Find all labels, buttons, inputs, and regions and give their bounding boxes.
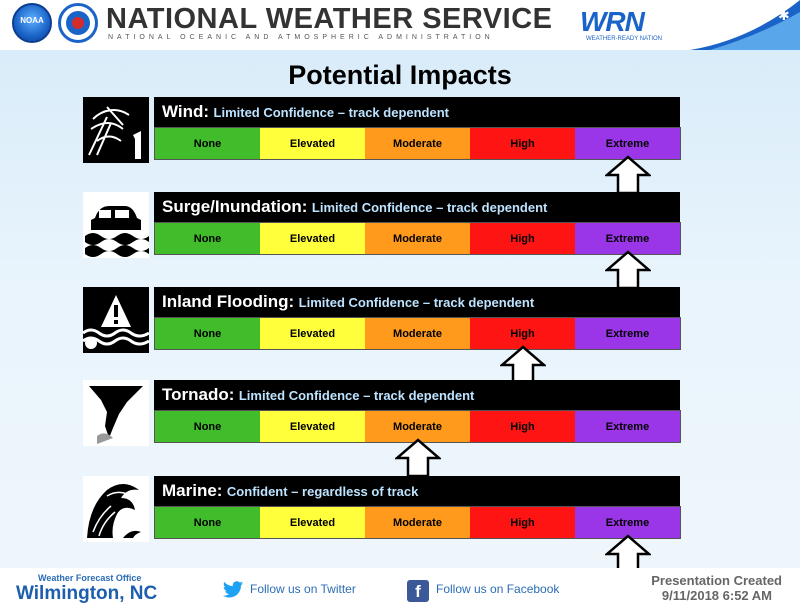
scale-cell-elevated: Elevated xyxy=(260,223,365,254)
noaa-logo xyxy=(12,3,52,43)
scale-cell-none: None xyxy=(155,507,260,538)
hazard-name: Wind: xyxy=(162,102,210,121)
noaa-logo-text: NOAA xyxy=(20,16,44,25)
wave-icon xyxy=(83,476,149,542)
tornado-icon xyxy=(83,380,149,446)
impact-header xyxy=(154,192,680,222)
scale-cell-moderate: Moderate xyxy=(365,507,470,538)
created-label: Presentation Created xyxy=(651,573,782,588)
confidence-label: Confident – regardless of track xyxy=(226,484,419,499)
agency-title: NATIONAL WEATHER SERVICE xyxy=(106,3,553,35)
created-date: 9/11/2018 6:52 AM xyxy=(661,588,772,603)
level-indicator-arrow xyxy=(395,438,441,478)
scale-cell-high: High xyxy=(470,507,575,538)
scale-cell-extreme: Extreme xyxy=(575,223,680,254)
header-banner xyxy=(0,0,800,50)
impact-scale xyxy=(154,317,681,350)
hazard-name: Inland Flooding: xyxy=(162,292,295,311)
header-swoosh xyxy=(690,0,800,50)
confidence-label: Limited Confidence – track dependent xyxy=(298,295,535,310)
scale-cell-high: High xyxy=(470,128,575,159)
scale-cell-none: None xyxy=(155,318,260,349)
twitter-link[interactable]: Follow us on Twitter xyxy=(250,582,356,596)
confidence-label: Limited Confidence – track dependent xyxy=(238,388,475,403)
flood-icon xyxy=(83,287,149,353)
scale-cell-elevated: Elevated xyxy=(260,318,365,349)
page-title: Potential Impacts xyxy=(288,60,512,90)
scale-cell-none: None xyxy=(155,411,260,442)
impact-header xyxy=(154,380,680,410)
scale-cell-high: High xyxy=(470,223,575,254)
scale-cell-extreme: Extreme xyxy=(575,318,680,349)
impact-header xyxy=(154,97,680,127)
scale-cell-extreme: Extreme xyxy=(575,411,680,442)
level-indicator-arrow xyxy=(500,345,546,385)
wrn-logo-subtitle: WEATHER-READY NATION xyxy=(586,36,663,42)
confidence-label: Limited Confidence – track dependent xyxy=(213,105,450,120)
level-indicator-arrow xyxy=(605,155,651,195)
nws-logo xyxy=(58,3,98,43)
scale-cell-moderate: Moderate xyxy=(365,223,470,254)
impact-header xyxy=(154,476,680,506)
scale-cell-elevated: Elevated xyxy=(260,507,365,538)
office-label: Weather Forecast Office xyxy=(38,573,142,583)
wrn-logo xyxy=(580,6,680,46)
confidence-label: Limited Confidence – track dependent xyxy=(311,200,548,215)
scale-cell-elevated: Elevated xyxy=(260,411,365,442)
footer xyxy=(0,568,800,602)
wrn-logo-text: WRN xyxy=(580,6,644,37)
impact-scale xyxy=(154,506,681,539)
scale-cell-moderate: Moderate xyxy=(365,318,470,349)
office-name: Wilmington, NC xyxy=(16,583,158,604)
agency-subtitle: NATIONAL OCEANIC AND ATMOSPHERIC ADMINISTRATION xyxy=(108,34,494,41)
scale-cell-extreme: Extreme xyxy=(575,128,680,159)
level-indicator-arrow xyxy=(605,250,651,290)
scale-cell-high: High xyxy=(470,411,575,442)
scale-cell-moderate: Moderate xyxy=(365,411,470,442)
facebook-link[interactable]: Follow us on Facebook xyxy=(436,582,560,596)
scale-cell-elevated: Elevated xyxy=(260,128,365,159)
scale-cell-moderate: Moderate xyxy=(365,128,470,159)
impact-header xyxy=(154,287,680,317)
scale-cell-none: None xyxy=(155,128,260,159)
hazard-name: Surge/Inundation: xyxy=(162,197,308,216)
scale-cell-extreme: Extreme xyxy=(575,507,680,538)
impact-scale xyxy=(154,127,681,160)
scale-cell-high: High xyxy=(470,318,575,349)
wind-icon xyxy=(83,97,149,163)
twitter-icon[interactable] xyxy=(222,580,244,600)
svg-text:✱: ✱ xyxy=(778,8,790,24)
impact-scale xyxy=(154,222,681,255)
hazard-name: Tornado: xyxy=(162,385,235,404)
hazard-name: Marine: xyxy=(162,481,223,500)
facebook-icon[interactable]: f xyxy=(407,580,429,602)
surge-icon xyxy=(83,192,149,258)
scale-cell-none: None xyxy=(155,223,260,254)
